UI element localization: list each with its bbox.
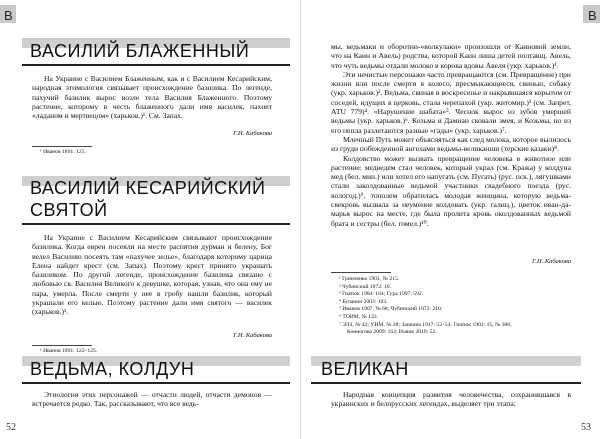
author-signature: Г.И. Кабакова (233, 332, 272, 339)
footnote: ⁵ Иванов 1907, № 68; Чубинский 1872: 210. (339, 306, 443, 313)
section-title-vedma-koldun: ВЕДЬМА, КОЛДУН (30, 359, 195, 379)
paragraph: Этиология этих персонажей — отчасти людей, отчасти демонов — встречается редко. Так, рассказывают, что все ведь- (32, 390, 272, 409)
footnote-rule (331, 272, 391, 273)
section-body (32, 74, 272, 120)
footnote: ¹ Иванов 1891: 125. (40, 149, 86, 155)
corner-letter: В (588, 8, 597, 23)
page-number: 53 (581, 422, 591, 433)
section-title-line2: СВЯТОЙ (30, 200, 108, 220)
footnote: Конногова 2009: 163; Новик 2010: 52. (347, 329, 437, 336)
footnote-rule (32, 345, 92, 346)
footnote: ⁴ Буланин 2003: 103. (339, 298, 388, 305)
footnote: ¹ Иванов 1891: 122–125. (40, 348, 98, 354)
paragraph: мы, ведьмаки и оборотни-«волкулаки» произошли от Каиновой земли, что на Каин и Авель) родства, которой Каин лиша детей полтавщ. Авель, что чуть ведьмы отдали молоко в корова вдовы Авеля (укр. харьков.)¹. (331, 42, 571, 70)
page-number: 52 (6, 422, 16, 433)
section-title-vasiliy-blazhenny: ВАСИЛИЙ БЛАЖЕННЫЙ (30, 41, 250, 61)
paragraph: На Украине с Василием Блаженным, как и с Василием Кесарийским, народная этимология связывает происхождение базилика. По легенде, пахучий базилик вырос возле тела Василия Блаженного. Поэтому растение, которому в честь блаженного дали имя василек, пахнет «ладаном и мертвецом» (харьков.)¹. См. Запах. (32, 74, 272, 121)
author-signature: Г.И. Кабакова (532, 258, 571, 265)
section-title-vasiliy-kesariysky: ВАСИЛИЙ КЕСАРИЙСКИЙ (30, 178, 266, 198)
right-page (300, 0, 600, 439)
section-body (32, 233, 272, 317)
heading-rule (22, 223, 290, 225)
section-body (331, 390, 571, 409)
paragraph: Колдовство может вызвать превращение человека в животное или растение: медведем стал человек, который украл (см. Кража) у колдуна мед (бел. мин.) или хотел его напугать (см. Пугать) (рус. пск.), лягушками стали заколдованные ведьмой участники свадебного поезда (рус. вологод.)⁹, тополем обратилась молодая женщина, которую ведьма-свекровь вызвала за неумение колдовать (укр. галиц.), цветок иван-да-марья вырос на месте, где была пролита кровь околдованных ведьмой брата и сестры (бел. гомел.)¹⁰. (331, 153, 571, 228)
footnote-rule (32, 146, 92, 147)
footnote: ⁷ ЭЛЗ, № 42; УИМ, № 28; Заикина 1917: 53–54; Гнатюк 1902: 15, № 306; (339, 321, 512, 328)
heading-rule (311, 382, 581, 384)
paragraph: Эти нечистые персонажи часто превращаются (см. Превращение) при жизни или после смерти в колесо, пресмыкающиеся, свинью, собаку (укр. харьков.)². Ведьма, свиная в воскресенье и накрывшаяся корытом от соседей, идущих в церковь, стала черепахой (укр. житомир.)³ (см. Запрет, АТU 779)⁴. «Нарушение шабата»⁵. Чеснок вырос из зубов умершей ведьмы (укр. харьков.)⁶. Козьма и Дамиан сковали змея, и Козьмы, но из его пепла разлетаются разные «гады» (укр. харьков.)⁷. (331, 69, 571, 135)
section-title-velikan: ВЕЛИКАН (321, 359, 409, 379)
footnotes (40, 348, 97, 356)
heading-rule (22, 64, 290, 66)
footnote: ³ Гнатюк 1904: 104; Гура 1997: 592. (339, 291, 424, 298)
footnotes (40, 149, 86, 157)
paragraph: На Украине с Василием Кесарийским связывают происхождение базилика. Когда евреи посеяли на месте распятия дурман и белену, Бог велел Василию посеять там «пахучее зелье», благодаря которому царица Елена найдет крест (см. Запах). Поэтому крест принято украшать базиликом. По другой легенде, происхождение базилика связано с любовью св. Василия Великого к девушке, которая, узнав, что она ему не пара, умерла. После смерти у нее в гробу нашли базилик, который украшали его келью. Поэтому растение дали имя святого — василек (харьков.)¹. (32, 233, 272, 317)
corner-letter: В (4, 8, 13, 23)
heading-rule (22, 382, 290, 384)
section-body-continued (331, 42, 571, 228)
author-signature: Г.И. Кабакова (233, 130, 272, 137)
paragraph: Млечный Путь может объясняться как след молока, которое вылилось из груди побежденной ангелами ведьмы-великанши (терские казаки)⁸. (331, 134, 571, 154)
footnote: ⁶ ТОИМ, № 122. (339, 313, 379, 320)
footnote: ¹ Гринченко 1901, № 215. (339, 276, 400, 282)
footnote: ² Чубинский 1872: 10. (339, 283, 391, 290)
paragraph: Народная концепция развития человечества, сохранившаяся в украинских и белорусских легендах, выделяет три этапа; (331, 390, 571, 409)
section-body (32, 390, 272, 409)
footnotes (339, 276, 512, 337)
